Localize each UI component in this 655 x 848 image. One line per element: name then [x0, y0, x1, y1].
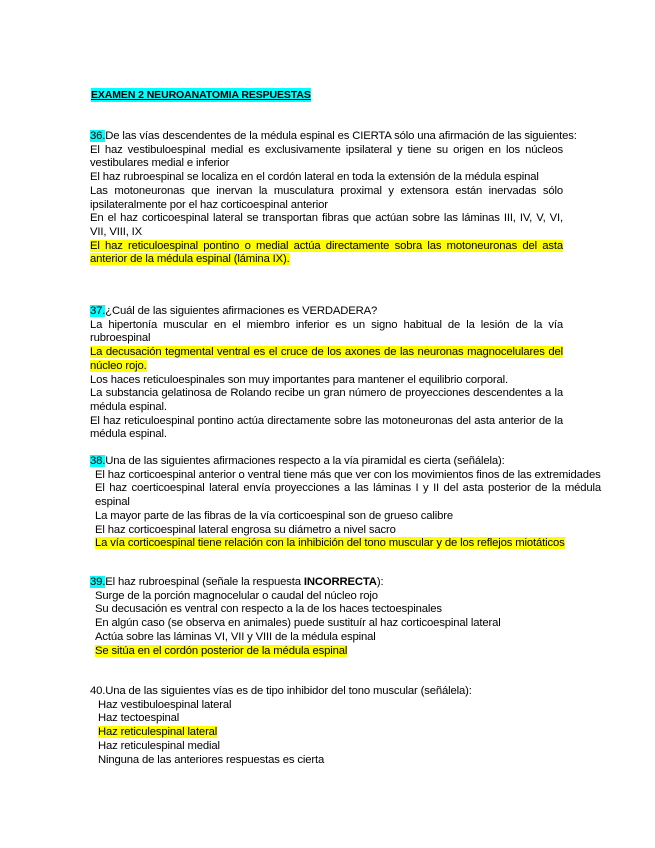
q40-option-5: Ninguna de las anteriores respuestas es cierta: [98, 753, 325, 766]
q38-option-4: El haz corticoespinal lateral engrosa su diámetro a nivel sacro: [95, 523, 396, 536]
question-37-stem: [90, 305, 601, 319]
q40-correct-answer: Haz reticulespinal lateral: [98, 726, 218, 739]
q37-option-5: El haz reticuloespinal pontino actúa directamente sobre las motoneuronas del asta anterior de la médula espinal.: [90, 414, 563, 441]
question-36-text: De las vías descendentes de la médula espinal es CIERTA sólo una afirmación de las siguientes:: [105, 130, 577, 142]
question-36: [90, 130, 601, 267]
question-39-text-a: El haz rubroespinal (señale la respuesta: [105, 576, 304, 588]
question-39: [90, 576, 601, 658]
question-37-text: ¿Cuál de las siguientes afirmaciones es VERDADERA?: [105, 305, 378, 317]
question-39-text-emphasis: INCORRECTA: [303, 576, 377, 588]
q40-option-4: Haz reticulespinal medial: [98, 739, 220, 752]
q36-option-3: Las motoneuronas que inervan la musculatura proximal y extensora están inervadas sólo ipsilateralmente por el haz corticoespinal anterior: [90, 184, 563, 211]
exam-title: EXAMEN 2 NEUROANATOMIA RESPUESTAS: [91, 89, 311, 101]
q39-option-3: En algún caso (se observa en animales) puede sustituír al haz corticoespinal lateral: [95, 617, 501, 630]
q39-correct-answer: Se sitúa en el cordón posterior de la médula espinal: [95, 644, 348, 657]
question-39-number: 39.: [90, 576, 106, 588]
q37-correct-answer: La decusación tegmental ventral es el cruce de los axones de las neuronas magnocelulares del núcleo rojo.: [90, 346, 563, 372]
q40-option-2: Haz tectoespinal: [98, 712, 180, 725]
q37-option-4: La substancia gelatinosa de Rolando recibe un gran número de proyecciones descendentes a la médula espinal.: [90, 387, 563, 413]
question-40: [90, 685, 601, 767]
question-39-stem: [90, 576, 601, 590]
q38-option-5-correct: [90, 537, 601, 551]
question-36-number: 36.: [90, 130, 106, 142]
q38-option-3: La mayor parte de las fibras de la vía corticoespinal son de grueso calibre: [95, 509, 453, 522]
q39-option-2: Su decusación es ventral con respecto a la de los haces tectoespinales: [95, 603, 442, 616]
question-38-number: 38.: [90, 455, 106, 467]
q37-option-2-correct: [90, 346, 601, 373]
question-36-stem: [90, 130, 601, 144]
question-39-text-c: ):: [376, 576, 384, 588]
question-38-stem: [90, 455, 601, 469]
q37-option-3: Los haces reticuloespinales son muy importantes para mantener el equilibrio corporal.: [90, 373, 509, 386]
q39-option-1: Surge de la porción magnocelular o caudal del núcleo rojo: [95, 589, 378, 602]
q38-option-1: El haz corticoespinal anterior o ventral tiene más que ver con los movimientos finos de las extremidades: [95, 468, 601, 481]
q40-option-1: Haz vestibuloespinal lateral: [98, 698, 232, 711]
q36-option-2: El haz rubroespinal se localiza en el cordón lateral en toda la extensión de la médula espinal: [90, 171, 539, 184]
question-38: [90, 455, 601, 551]
q39-option-4: Actúa sobre las láminas VI, VII y VIII de la médula espinal: [95, 630, 376, 643]
question-37: [90, 305, 601, 442]
q36-option-5-correct: [90, 240, 601, 267]
q38-correct-answer: La vía corticoespinal tiene relación con la inhibición del tono muscular y de los reflejos miotáticos: [95, 537, 565, 550]
q40-option-3-correct: [90, 726, 601, 740]
question-38-text: Una de las siguientes afirmaciones respecto a la vía piramidal es cierta (señálela):: [105, 455, 505, 467]
question-37-number: 37.: [90, 305, 106, 317]
q39-option-5-correct: [90, 645, 601, 659]
question-40-stem: 40.Una de las siguientes vías es de tipo inhibidor del tono muscular (señálela):: [90, 685, 472, 697]
q36-option-1: El haz vestibuloespinal medial es exclusivamente ipsilateral y tiene su origen en los núcleos vestibulares medial e inferior: [90, 143, 563, 170]
q37-option-1: La hipertonía muscular en el miembro inferior es un signo habitual de la lesión de la vía rubroespinal: [90, 318, 563, 345]
q36-option-4: En el haz corticoespinal lateral se transportan fibras que actúan sobre las láminas III, IV, V, VI, VII, VIII, IX: [90, 212, 563, 238]
q38-option-2: El haz coerticoespinal lateral envía proyecciones a las láminas I y II del asta posterior de la médula espinal: [95, 482, 601, 509]
q36-correct-answer: El haz reticuloespinal pontino o medial actúa directamente sobra las motoneuronas del asta anterior de la médula espinal (lámina IX).: [90, 239, 563, 266]
